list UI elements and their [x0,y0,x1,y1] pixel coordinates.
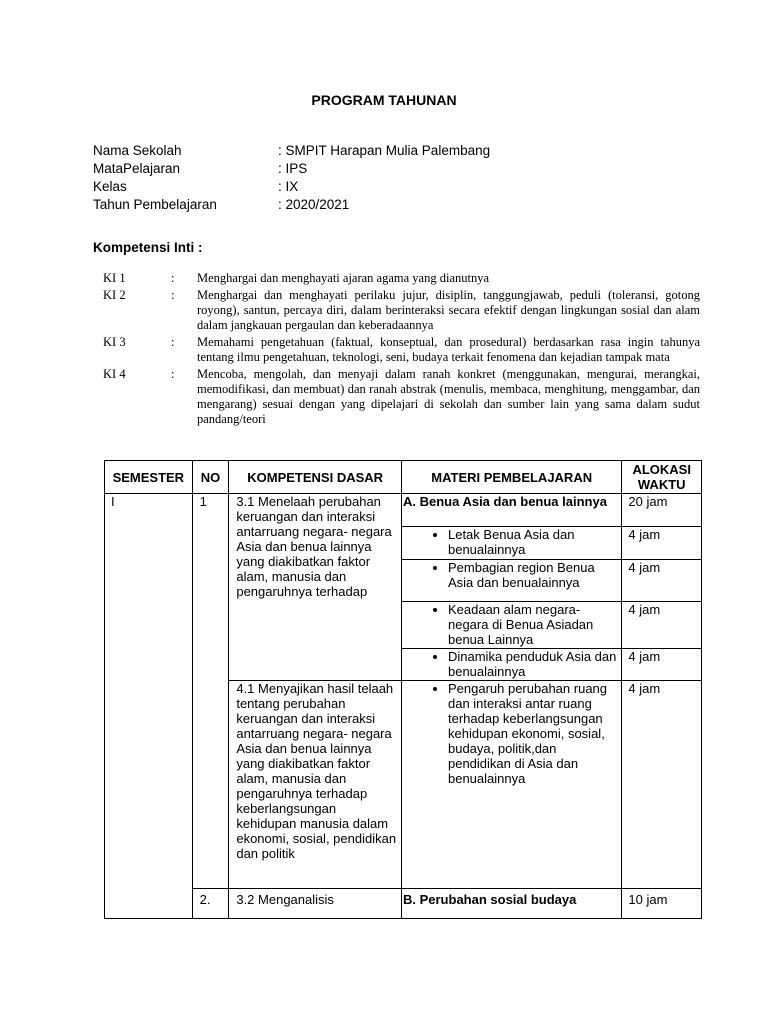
waktu-value: 4 jam [628,649,661,664]
header-alokasi: ALOKASI WAKTU [622,461,702,494]
semester-value: I [111,494,115,509]
cell-waktu [622,560,702,602]
info-label: Kelas [93,179,127,194]
waktu-value: 4 jam [628,527,661,542]
table-row [105,494,702,527]
list-item: • Pengaruh perubahan ruang dan interaksi antar ruang terhadap keberlangsungan kehidupan ekonomi, sosial, budaya, politik,dan pendidikan di Asia dan benualainnya [448,681,617,786]
kd-text: 3.2 Menganalisis [236,892,334,907]
ki-text: Menghargai dan menghayati ajaran agama yang dianutnya [197,271,490,285]
ki-item [103,288,700,333]
info-label: MataPelajaran [93,161,181,176]
header-semester: SEMESTER [105,461,193,494]
cell-no [192,494,229,889]
info-row-year [93,196,490,214]
ki-item [103,367,700,427]
info-label: Nama Sekolah [93,143,182,158]
info-label: Tahun Pembelajaran [93,197,217,212]
cell-waktu [622,602,702,649]
ki-item [103,271,700,286]
cell-waktu [622,527,702,560]
cell-waktu [622,649,702,681]
ki-text: Memahami pengetahuan (faktual, konseptual, dan prosedural) berdasarkan rasa ingin tahunya tentang ilmu pengetahuan, teknologi, seni, budaya terkait fenomena dan kejadian tampak mata [197,335,700,364]
ki-item [103,335,700,365]
ki-colon: : [171,335,175,349]
ki-colon: : [171,288,175,302]
ki-heading: Kompetensi Inti : [93,240,203,255]
waktu-value: 4 jam [628,560,661,575]
info-row-class [93,178,490,196]
table-header-row [105,461,702,494]
cell-no [192,889,229,919]
cell-waktu [622,889,702,919]
list-item: • Keadaan alam negara-negara di Benua Asiadan benua Lainnya [448,602,617,647]
header-no: NO [192,461,229,494]
materi-heading: A. Benua Asia dan benua lainnya [402,494,607,509]
cell-kd [229,889,402,919]
page-title: PROGRAM TAHUNAN [311,92,457,108]
ki-list [103,271,700,429]
ki-code: KI 2 [103,288,126,302]
table-row [105,889,702,919]
info-value: : IX [278,179,299,194]
no-value: 1 [199,494,207,509]
cell-materi [401,889,621,919]
waktu-value: 20 jam [628,494,668,509]
kd-text: 3.1 Menelaah perubahan keruangan dan interaksi antarruang negara- negara Asia dan benua lainnya yang diakibatkan faktor alam, manusia dan pengaruhnya terhadap [236,494,392,599]
cell-kd [229,681,402,889]
list-item: • Letak Benua Asia dan benualainnya [448,527,617,557]
cell-materi [401,494,621,527]
cell-kd [229,494,402,681]
header-materi: MATERI PEMBELAJARAN [401,461,621,494]
waktu-value: 10 jam [628,892,668,907]
no-value: 2. [199,892,211,907]
ki-colon: : [171,367,175,381]
prota-table [104,460,702,919]
school-info [93,142,490,214]
list-item: • Pembagian region Benua Asia dan benualainnya [448,560,617,590]
cell-waktu [622,494,702,527]
waktu-value: 4 jam [628,681,661,696]
ki-code: KI 4 [103,367,126,381]
info-value: : 2020/2021 [278,197,350,212]
info-value: : SMPIT Harapan Mulia Palembang [278,143,491,158]
cell-materi [401,560,621,602]
materi-heading: B. Perubahan sosial budaya [402,892,577,907]
header-kompetensi-dasar: KOMPETENSI DASAR [229,461,402,494]
cell-materi [401,649,621,681]
cell-semester [105,494,193,919]
list-item: • Dinamika penduduk Asia dan benualainnya [448,649,617,679]
ki-code: KI 3 [103,335,126,349]
ki-text: Menghargai dan menghayati perilaku jujur, disiplin, tanggungjawab, peduli (toleransi, gotong royong), santun, percaya diri, dalam berinteraksi secara efektif dengan lingkungan sosial dan alam dalam jangkauan pergaulan dan keberadaannya [197,288,700,332]
cell-materi [401,527,621,560]
ki-colon: : [171,271,175,285]
ki-code: KI 1 [103,271,126,285]
cell-waktu [622,681,702,889]
cell-materi [401,681,621,889]
kd-text: 4.1 Menyajikan hasil telaah tentang perubahan keruangan dan interaksi antarruang negara- negara Asia dan benua lainnya yang diakibatkan faktor alam, manusia dan pengaruhnya terhadap keberlangsungan kehidupan manusia dalam ekonomi, sosial, pendidikan dan politik [236,681,397,861]
cell-materi [401,602,621,649]
waktu-value: 4 jam [628,602,661,617]
info-row-school [93,142,490,160]
info-row-subject [93,160,490,178]
ki-text: Mencoba, mengolah, dan menyaji dalam ranah konkret (menggunakan, mengurai, merangkai, memodifikasi, dan membuat) dan ranah abstrak (menulis, membaca, menghitung, menggambar, dan mengarang) sesuai dengan yang dipelajari di sekolah dan sumber lain yang sama dalam sudut pandang/teori [197,367,700,426]
info-value: : IPS [278,161,308,176]
